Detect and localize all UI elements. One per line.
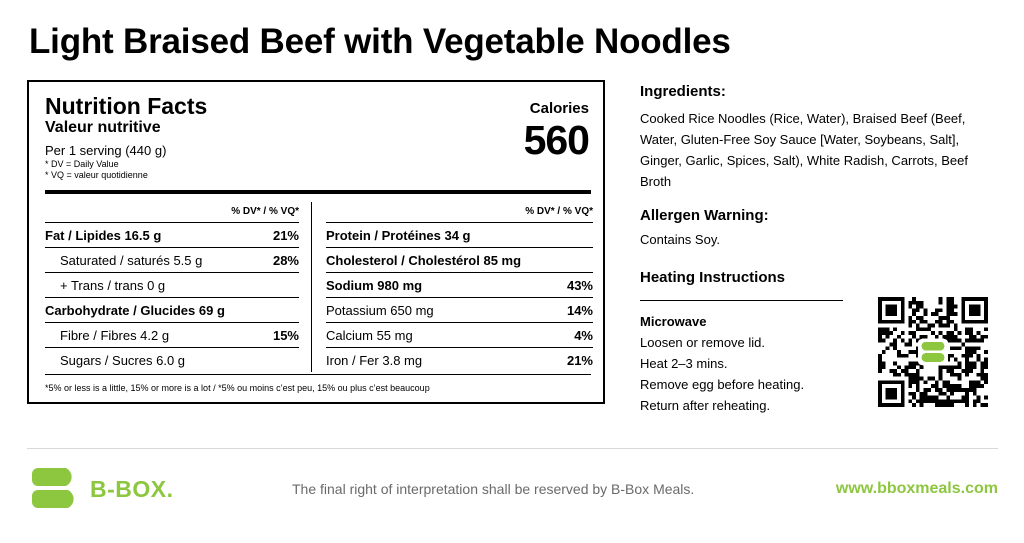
- heating-steps: [640, 332, 804, 416]
- nutrient-row: [45, 348, 299, 372]
- dv-note: * DV = Daily Value: [45, 159, 119, 169]
- serving-size: Per 1 serving (440 g): [45, 143, 167, 158]
- dv-header: % DV* / % VQ*: [326, 202, 593, 223]
- vq-note: * VQ = valeur quotidienne: [45, 170, 148, 180]
- nutrient-row: [45, 248, 299, 273]
- column-divider: [311, 202, 312, 372]
- nutrient-label: Cholesterol / Cholestérol 85 mg: [326, 252, 522, 268]
- qr-code-icon: [878, 297, 988, 407]
- nutrient-percent: 15%: [272, 327, 299, 343]
- thick-divider: [45, 190, 591, 194]
- nutrient-column-left: [45, 202, 299, 372]
- nutrient-label: Iron / Fer 3.8 mg: [326, 352, 423, 368]
- nutrient-percent: 43%: [566, 277, 593, 293]
- ingredients-heading: Ingredients:: [640, 83, 726, 100]
- calories-label: Calories: [529, 100, 589, 117]
- bottom-divider: [45, 374, 591, 375]
- nutrient-label: Saturated / saturés 5.5 g: [60, 252, 203, 268]
- nutrition-heading-en: Nutrition Facts: [45, 93, 208, 119]
- dv-header: % DV* / % VQ*: [45, 202, 299, 223]
- website-link[interactable]: www.bboxmeals.com: [835, 480, 998, 497]
- heating-step: Heat 2–3 mins.: [640, 356, 728, 371]
- nutrient-label: Protein / Protéines 34 g: [326, 227, 471, 243]
- nutrient-label: + Trans / trans 0 g: [60, 277, 166, 293]
- nutrient-row: [326, 223, 593, 248]
- brand-name: B-BOX.: [90, 476, 174, 502]
- heating-step: Return after reheating.: [640, 398, 771, 413]
- heating-step: Loosen or remove lid.: [640, 335, 766, 350]
- nutrient-row: [326, 273, 593, 298]
- footer-divider: [27, 448, 998, 449]
- nutrient-label: Sugars / Sucres 6.0 g: [60, 352, 186, 368]
- nutrient-row: [45, 298, 299, 323]
- nutrition-facts-table: [27, 80, 605, 404]
- nutrient-label: Calcium 55 mg: [326, 327, 413, 343]
- nutrient-row: [326, 298, 593, 323]
- nutrient-row: [326, 348, 593, 372]
- nutrient-label: Sodium 980 mg: [326, 277, 423, 293]
- ingredients-text: Cooked Rice Noodles (Rice, Water), Braised Beef (Beef, Water, Gluten-Free Soy Sauce [Water, Soybeans, Salt], Ginger, Garlic, Spices, Salt), White Radish, Carrots, Beef Broth: [640, 111, 969, 189]
- nutrient-column-right: [326, 202, 593, 372]
- nutrient-percent: 21%: [566, 352, 593, 368]
- footer-disclaimer: The final right of interpretation shall be reserved by B-Box Meals.: [292, 481, 695, 497]
- heating-step: Remove egg before heating.: [640, 377, 805, 392]
- allergen-heading: Allergen Warning:: [640, 207, 769, 224]
- nutrient-percent: 14%: [566, 302, 593, 318]
- nutrient-row: [326, 323, 593, 348]
- calories-value: 560: [523, 117, 589, 163]
- calories-block: [524, 100, 589, 162]
- nutrient-label: Potassium 650 mg: [326, 302, 434, 318]
- nutrition-header: [45, 94, 207, 181]
- nutrient-row: [45, 273, 299, 298]
- nutrient-row: [45, 323, 299, 348]
- nutrient-percent: 28%: [272, 252, 299, 268]
- heating-method: Microwave: [640, 314, 707, 329]
- nutrient-label: Fat / Lipides 16.5 g: [45, 227, 162, 243]
- bbox-logo-icon: [30, 466, 78, 510]
- heating-heading: Heating Instructions: [640, 269, 786, 286]
- allergen-text: Contains Soy.: [640, 232, 720, 247]
- nutrient-percent: 21%: [272, 227, 299, 243]
- ingredients-section: [640, 82, 1000, 192]
- nutrient-row: [326, 248, 593, 273]
- nutrient-label: Fibre / Fibres 4.2 g: [60, 327, 170, 343]
- dv-footnote: *5% or less is a little, 15% or more is a lot / *5% ou moins c’est peu, 15% ou plus c’est beaucoup: [45, 383, 430, 393]
- page-title: Light Braised Beef with Vegetable Noodles: [29, 22, 731, 61]
- nutrition-heading-fr: Valeur nutritive: [45, 119, 161, 136]
- nutrient-percent: 4%: [574, 327, 593, 343]
- nutrient-label: Carbohydrate / Glucides 69 g: [45, 302, 225, 318]
- nutrient-row: [45, 223, 299, 248]
- heating-divider: [640, 300, 843, 301]
